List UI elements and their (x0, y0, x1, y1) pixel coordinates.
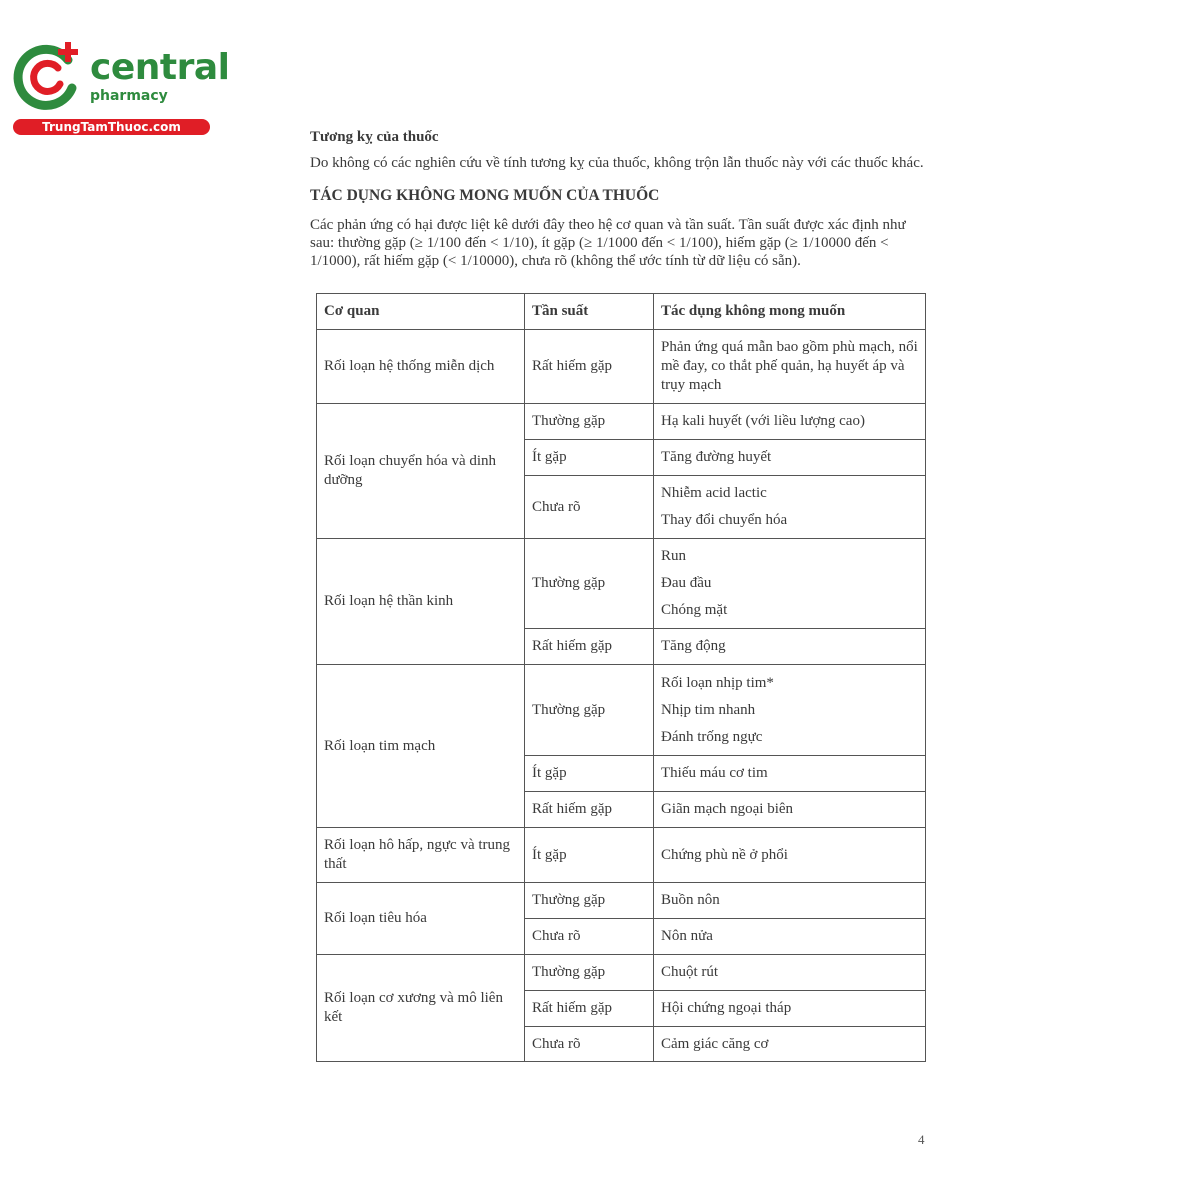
effects-cell (654, 883, 926, 919)
effects-cell (654, 665, 926, 756)
effect-item: Buồn nôn (661, 892, 720, 908)
adverse-effects-table (316, 293, 926, 1062)
effect-item: Thiếu máu cơ tim (661, 765, 768, 781)
effects-cell (654, 404, 926, 440)
table-row (317, 828, 926, 883)
frequency-cell: Thường gặp (525, 404, 654, 440)
table-body (317, 330, 926, 1062)
table-row (317, 665, 926, 756)
effect-item: Cảm giác căng cơ (661, 1035, 769, 1052)
incompatibility-heading: Tương kỵ của thuốc (310, 129, 439, 145)
organ-cell: Rối loạn hệ thống miễn dịch (317, 330, 525, 404)
header-organ: Cơ quan (317, 294, 525, 330)
frequency-cell: Ít gặp (525, 828, 654, 883)
table-row (317, 539, 926, 629)
frequency-cell: Ít gặp (525, 440, 654, 476)
effects-cell (654, 1027, 926, 1062)
adverse-effects-heading: TÁC DỤNG KHÔNG MONG MUỐN CỦA THUỐC (310, 187, 660, 204)
frequency-cell: Thường gặp (525, 955, 654, 991)
document-body (310, 126, 928, 270)
logo-brand-text: central (90, 47, 230, 88)
frequency-cell: Rất hiếm gặp (525, 629, 654, 665)
frequency-cell: Ít gặp (525, 756, 654, 792)
effect-item: Chóng mặt (661, 602, 728, 618)
effects-cell (654, 955, 926, 991)
effects-cell (654, 756, 926, 792)
frequency-cell: Rất hiếm gặp (525, 792, 654, 828)
effect-item: Chuột rút (661, 964, 719, 980)
effect-item: Run (661, 548, 687, 564)
organ-cell: Rối loạn chuyển hóa và dinh dưỡng (317, 404, 525, 539)
frequency-cell: Rất hiếm gặp (525, 991, 654, 1027)
adverse-effects-intro: Các phản ứng có hại được liệt kê dưới đây theo hệ cơ quan và tần suất. Tần suất được xác định như sau: thường gặp (≥ 1/100 đến < 1/10), ít gặp (≥ 1/1000 đến < 1/100), hiếm gặp (≥ 1/10000 đến < 1/1000), rất hiếm gặp (< 1/10000), chưa rõ (không thể ước tính từ dữ liệu có sẵn). (310, 217, 906, 269)
page-number: 4 (918, 1132, 925, 1147)
effect-item: Thay đổi chuyển hóa (661, 512, 788, 528)
effects-cell: Phản ứng quá mẫn bao gồm phù mạch, nổi mề đay, co thắt phế quản, hạ huyết áp và trụy mạch (654, 330, 926, 404)
logo-url-text: TrungTamThuoc.com (13, 119, 210, 135)
effects-cell (654, 792, 926, 828)
table-row (317, 404, 926, 440)
pharmacy-logo (10, 38, 230, 138)
effect-item: Nhiễm acid lactic (661, 485, 767, 501)
effect-item: Giãn mạch ngoại biên (661, 801, 794, 817)
effects-cell (654, 991, 926, 1027)
effects-cell (654, 539, 926, 629)
effects-cell (654, 828, 926, 883)
effects-cell (654, 476, 926, 539)
frequency-cell: Rất hiếm gặp (525, 330, 654, 404)
effect-item: Tăng đường huyết (661, 449, 772, 465)
effect-item: Hạ kali huyết (với liều lượng cao) (661, 413, 865, 429)
frequency-cell: Chưa rõ (525, 476, 654, 539)
effect-item: Hội chứng ngoại tháp (661, 1000, 792, 1016)
effect-item: Rối loạn nhịp tim* (661, 674, 774, 691)
organ-cell: Rối loạn hô hấp, ngực và trung thất (317, 828, 525, 883)
frequency-cell: Thường gặp (525, 539, 654, 629)
effect-item: Nhịp tim nhanh (661, 701, 756, 718)
effect-item: Chứng phù nề ở phổi (661, 846, 788, 863)
table-row (317, 330, 926, 404)
effect-item: Đánh trống ngực (661, 728, 763, 745)
effect-item: Tăng động (661, 638, 726, 654)
logo-sub-text: pharmacy (90, 88, 168, 104)
effects-cell (654, 919, 926, 955)
logo-mark-icon (10, 38, 90, 118)
organ-cell: Rối loạn cơ xương và mô liên kết (317, 955, 525, 1062)
effects-cell (654, 629, 926, 665)
table-row (317, 955, 926, 991)
table-row (317, 883, 926, 919)
frequency-cell: Thường gặp (525, 665, 654, 756)
frequency-cell: Chưa rõ (525, 1027, 654, 1062)
table-header-row (317, 294, 926, 330)
header-frequency: Tần suất (525, 294, 654, 330)
organ-cell: Rối loạn hệ thần kinh (317, 539, 525, 665)
organ-cell: Rối loạn tim mạch (317, 665, 525, 828)
effect-item: Đau đầu (661, 575, 712, 591)
organ-cell: Rối loạn tiêu hóa (317, 883, 525, 955)
incompatibility-text: Do không có các nghiên cứu về tính tương kỵ của thuốc, không trộn lẫn thuốc này với các thuốc khác. (310, 155, 924, 171)
effect-item: Nôn nửa (661, 928, 713, 944)
header-effects: Tác dụng không mong muốn (654, 294, 926, 330)
frequency-cell: Chưa rõ (525, 919, 654, 955)
effects-cell (654, 440, 926, 476)
frequency-cell: Thường gặp (525, 883, 654, 919)
